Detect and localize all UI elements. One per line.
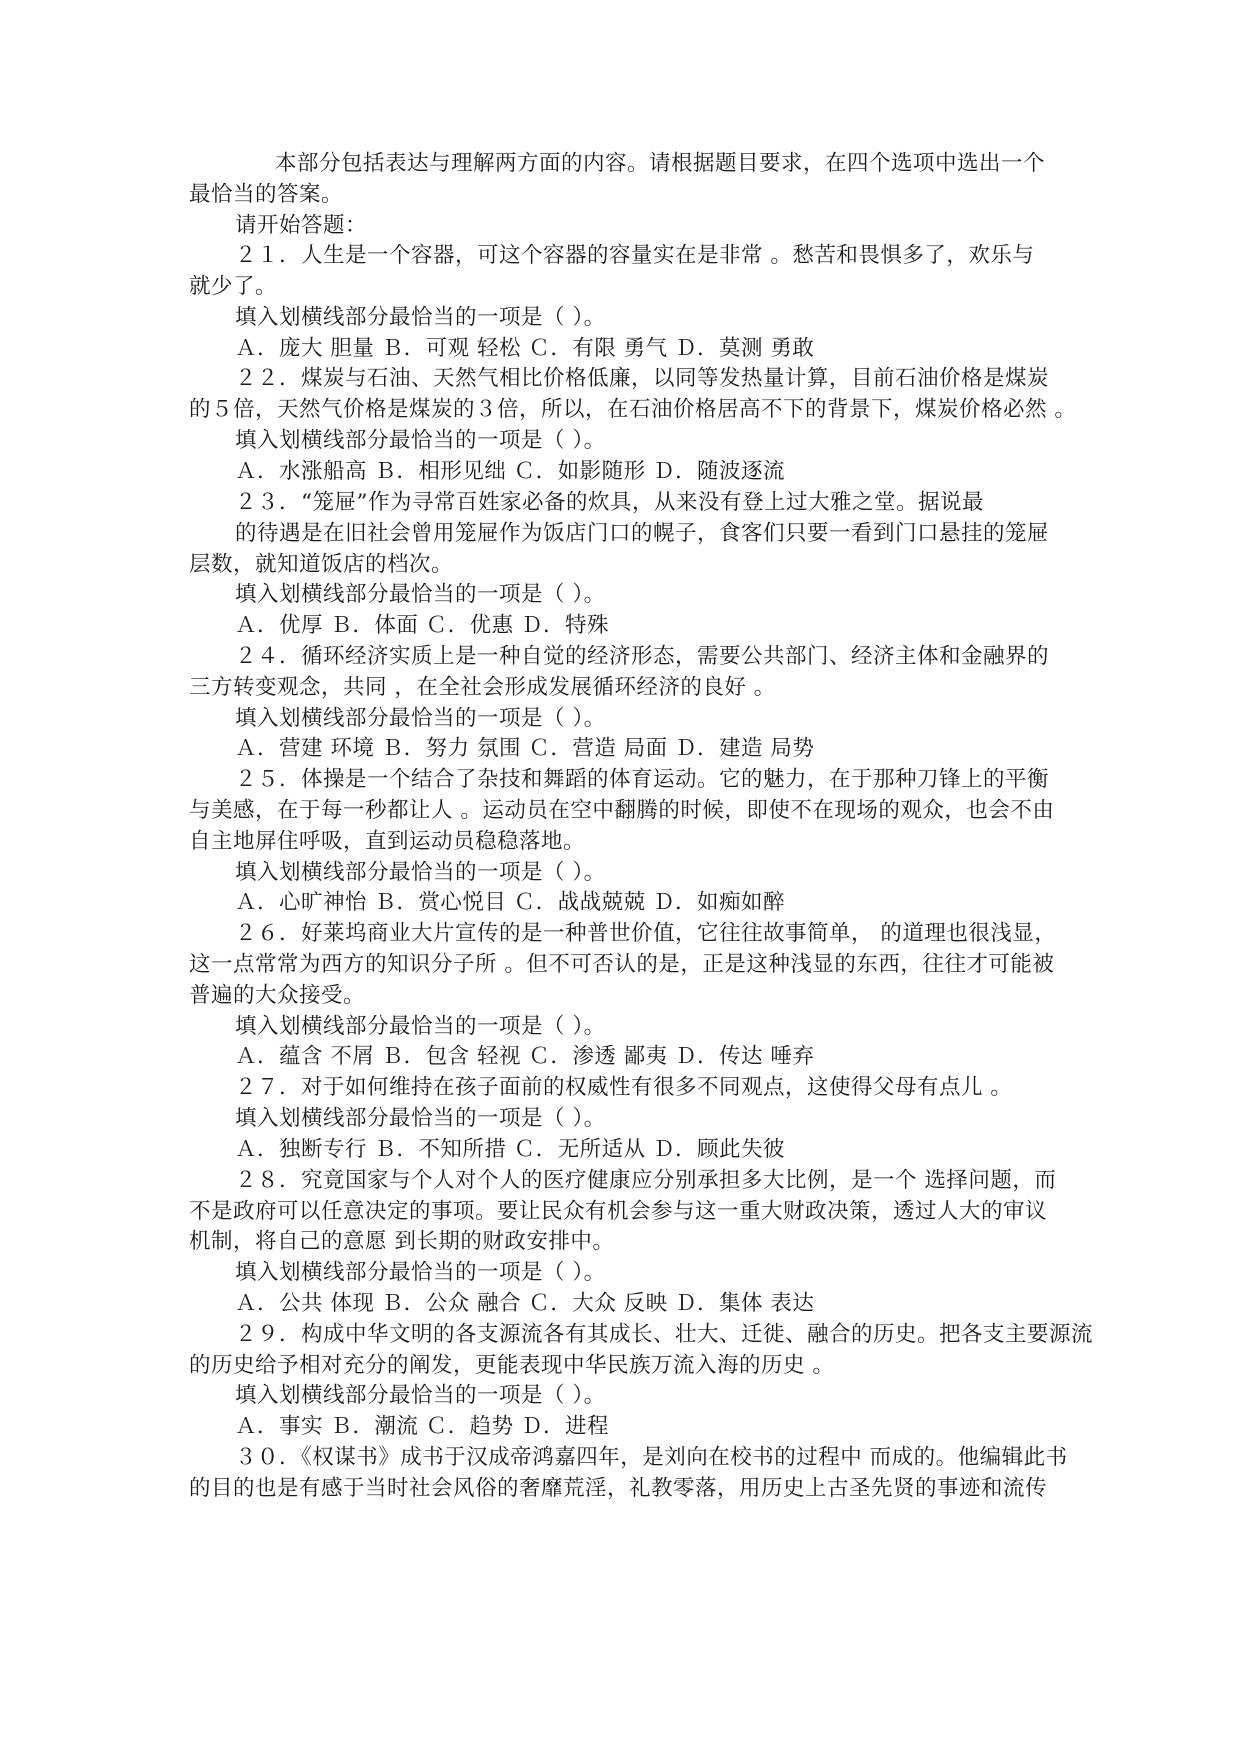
answer-options: Ａ．优厚 Ｂ．体面 Ｃ．优惠 Ｄ．特殊	[235, 613, 610, 638]
text-line: 机制，将自己的意愿 到长期的财政安排中。	[189, 1229, 615, 1254]
answer-options: Ａ．事实 Ｂ．潮流 Ｃ．趋势 Ｄ．进程	[235, 1414, 610, 1439]
text-line: 的５倍，天然气价格是煤炭的３倍，所以，在石油价格居高不下的背景下，煤炭价格必然 。	[189, 397, 1077, 422]
text-line: 自主地屏住呼吸，直到运动员稳稳落地。	[189, 829, 586, 854]
question-26: ２６．好莱坞商业大片宣传的是一种普世价值，它往往故事简单， 的道理也很浅显，	[235, 921, 1057, 946]
text-line: 本部分包括表达与理解两方面的内容。请根据题目要求，在四个选项中选出一个	[275, 151, 1046, 176]
question-prompt: 填入划横线部分最恰当的一项是（ ）。	[235, 706, 606, 731]
text-line: 这一点常常为西方的知识分子所 。但不可否认的是，正是这种浅显的东西，往往才可能被	[189, 952, 1055, 977]
question-prompt: 填入划横线部分最恰当的一项是（ ）。	[235, 305, 606, 330]
text-line: 就少了。	[189, 274, 278, 299]
question-prompt: 填入划横线部分最恰当的一项是（ ）。	[235, 582, 606, 607]
text-line: 的待遇是在旧社会曾用笼屉作为饭店门口的幌子，食客们只要一看到门口悬挂的笼屉	[235, 521, 1050, 546]
answer-options: Ａ．营建 环境 Ｂ．努力 氛围 Ｃ．营造 局面 Ｄ．建造 局势	[235, 736, 815, 761]
question-prompt: 填入划横线部分最恰当的一项是（ ）。	[235, 860, 606, 885]
question-23: ２３．“笼屉”作为寻常百姓家必备的炊具，从来没有登上过大雅之堂。据说最	[235, 490, 984, 515]
question-prompt: 填入划横线部分最恰当的一项是（ ）。	[235, 1014, 606, 1039]
answer-options: Ａ．心旷神怡 Ｂ．赏心悦目 Ｃ．战战兢兢 Ｄ．如痴如醉	[235, 890, 786, 915]
text-line: 与美感，在于每一秒都让人 。运动员在空中翻腾的时候，即使不在现场的观众，也会不由	[189, 798, 1055, 823]
text-line: 不是政府可以任意决定的事项。要让民众有机会参与这一重大财政决策，透过人大的审议	[189, 1199, 1048, 1224]
question-28: ２８．究竟国家与个人对个人的医疗健康应分别承担多大比例，是一个 选择问题，而	[235, 1168, 1057, 1193]
answer-options: Ａ．水涨船高 Ｂ．相形见绌 Ｃ．如影随形 Ｄ．随波逐流	[235, 459, 786, 484]
question-prompt: 填入划横线部分最恰当的一项是（ ）。	[235, 1106, 606, 1131]
text-line: 的目的也是有感于当时社会风俗的奢靡荒淫，礼教零落，用历史上古圣先贤的事迹和流传	[189, 1476, 1048, 1501]
answer-options: Ａ．蕴含 不屑 Ｂ．包含 轻视 Ｃ．渗透 鄙夷 Ｄ．传达 唾弃	[235, 1044, 815, 1069]
text-line: 的历史给予相对充分的阐发，更能表现中华民族万流入海的历史 。	[189, 1353, 835, 1378]
question-prompt: 填入划横线部分最恰当的一项是（ ）。	[235, 428, 606, 453]
text-line: 请开始答题：	[235, 213, 368, 238]
text-line: 三方转变观念，共同 ，在全社会形成发展循环经济的良好 。	[189, 675, 776, 700]
question-29: ２９．构成中华文明的各支源流各有其成长、壮大、迁徙、融合的历史。把各支主要源流	[235, 1322, 1094, 1347]
answer-options: Ａ．庞大 胆量 Ｂ．可观 轻松 Ｃ．有限 勇气 Ｄ．莫测 勇敢	[235, 336, 815, 361]
question-prompt: 填入划横线部分最恰当的一项是（ ）。	[235, 1383, 606, 1408]
question-27: ２７．对于如何维持在孩子面前的权威性有很多不同观点，这使得父母有点儿 。	[235, 1075, 1013, 1100]
text-line: 普遍的大众接受。	[189, 983, 366, 1008]
question-22: ２２．煤炭与石油、天然气相比价格低廉，以同等发热量计算，目前石油价格是煤炭	[235, 366, 1050, 391]
question-30: ３０．《权谋书》成书于汉成帝鸿嘉四年，是刘向在校书的过程中 而成的。他编辑此书	[235, 1445, 1068, 1470]
question-prompt: 填入划横线部分最恰当的一项是（ ）。	[235, 1260, 606, 1285]
question-24: ２４．循环经济实质上是一种自觉的经济形态，需要公共部门、经济主体和金融界的	[235, 644, 1050, 669]
answer-options: Ａ．公共 体现 Ｂ．公众 融合 Ｃ．大众 反映 Ｄ．集体 表达	[235, 1291, 815, 1316]
question-25: ２５．体操是一个结合了杂技和舞蹈的体育运动。它的魅力，在于那种刀锋上的平衡	[235, 767, 1050, 792]
question-21: ２１．人生是一个容器，可这个容器的容量实在是非常 。愁苦和畏惧多了，欢乐与	[235, 243, 1035, 268]
answer-options: Ａ．独断专行 Ｂ．不知所措 Ｃ．无所适从 Ｄ．顾此失彼	[235, 1137, 786, 1162]
text-line: 层数，就知道饭店的档次。	[189, 552, 454, 577]
text-line: 最恰当的答案。	[189, 182, 344, 207]
